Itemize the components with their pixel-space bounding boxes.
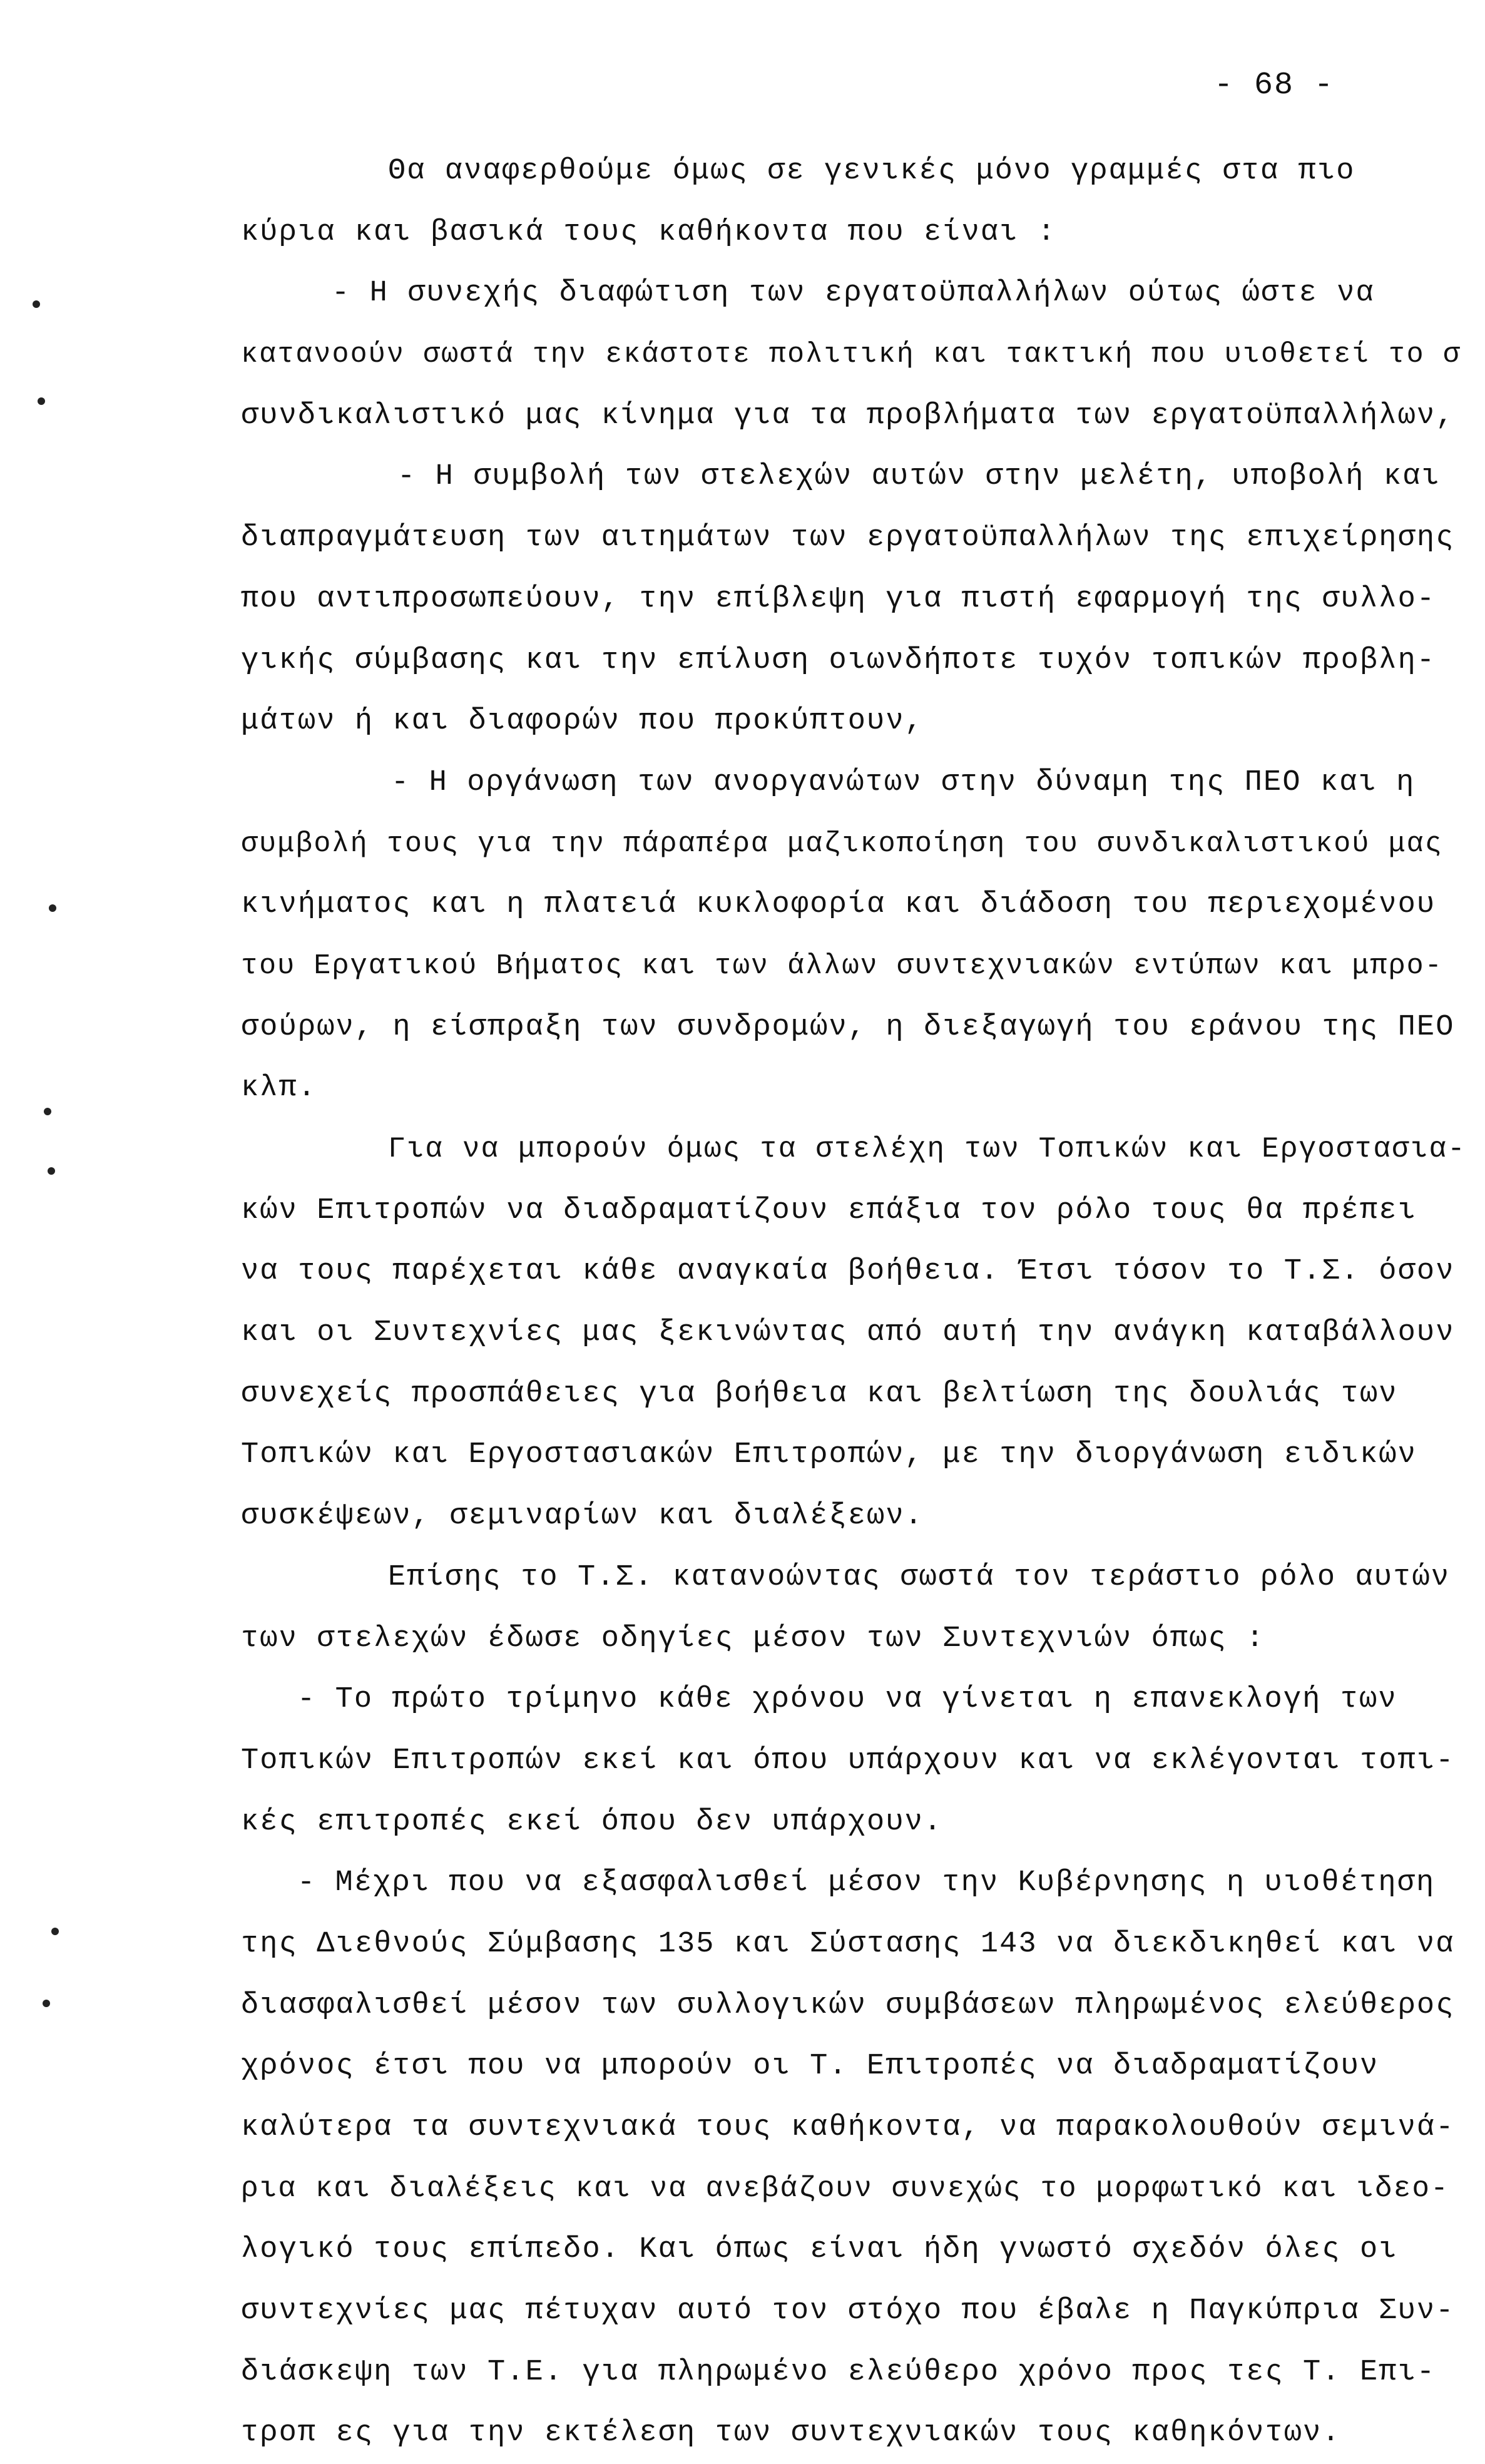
text-line: να τους παρέχεται κάθε αναγκαία βοήθεια. Έτσι τόσον το Τ.Σ. όσον xyxy=(241,1255,1455,1289)
text-line: Επίσης το Τ.Σ. κατανοώντας σωστά τον τεράστιο ρόλο αυτών xyxy=(388,1560,1451,1594)
margin-mark xyxy=(33,300,40,308)
text-line: - Το πρώτο τρίμηνο κάθε χρόνου να γίνεται η επανεκλογή των xyxy=(297,1683,1397,1717)
margin-mark xyxy=(51,1928,59,1935)
text-line: κών Επιτροπών να διαδραματίζουν επάξια τον ρόλο τους θα πρέπει xyxy=(241,1194,1417,1227)
text-line: των στελεχών έδωσε οδηγίες μέσον των Συντεχνιών όπως : xyxy=(241,1622,1265,1655)
text-line: Για να μπορούν όμως τα στελέχη των Τοπικών και Εργοστασια- xyxy=(388,1133,1466,1165)
margin-mark xyxy=(49,904,56,912)
text-line: διάσκεψη των Τ.Ε. για πληρωμένο ελεύθερο χρόνο προς τες Τ. Επι- xyxy=(241,2355,1436,2389)
text-line: σούρων, η είσπραξη των συνδρομών, η διεξαγωγή του εράνου της ΠΕΟ xyxy=(241,1010,1455,1044)
text-line: και οι Συντεχνίες μας ξεκινώντας από αυτή την ανάγκη καταβάλλουν xyxy=(241,1316,1455,1350)
text-line: συμβολή τους για την πάραπέρα μαζικοποίηση του συνδικαλιστικού μας xyxy=(241,827,1443,860)
text-line: λογικό τους επίπεδο. Και όπως είναι ήδη γνωστό σχεδόν όλες οι xyxy=(241,2233,1398,2267)
text-line: κές επιτροπές εκεί όπου δεν υπάρχουν. xyxy=(241,1805,943,1839)
margin-mark xyxy=(44,1108,51,1115)
page-number: - 68 - xyxy=(1214,68,1335,103)
text-line: κλπ. xyxy=(241,1071,317,1105)
margin-mark xyxy=(38,397,45,405)
text-line: της Διεθνούς Σύμβασης 135 και Σύστασης 143 να διεκδικηθεί και να xyxy=(241,1927,1455,1961)
text-line: γικής σύμβασης και την επίλυση οιωνδήποτε τυχόν τοπικών προβλη- xyxy=(241,643,1436,677)
text-line: κύρια και βασικά τους καθήκοντα που είναι : xyxy=(241,215,1057,249)
text-line: διασφαλισθεί μέσον των συλλογικών συμβάσεων πληρωμένος ελεύθερος xyxy=(241,1988,1455,2022)
text-line: που αντιπροσωπεύουν, την επίβλεψη για πιστή εφαρμογή της συλλο- xyxy=(241,582,1436,616)
text-line: καλύτερα τα συντεχνιακά τους καθήκοντα, να παρακολουθούν σεμινά- xyxy=(241,2111,1455,2144)
text-line: συνεχείς προσπάθειες για βοήθεια και βελτίωση της δουλιάς των xyxy=(241,1377,1398,1411)
text-line: Τοπικών Επιτροπών εκεί και όπου υπάρχουν και να εκλέγονται τοπι- xyxy=(241,1744,1455,1777)
text-line: του Εργατικού Βήματος και των άλλων συντεχνιακών εντύπων και μπρο- xyxy=(241,949,1443,982)
text-line: τροπ ες για την εκτέλεση των συντεχνιακών τους καθηκόντων. xyxy=(241,2416,1341,2450)
document-body xyxy=(241,141,1466,2464)
margin-mark xyxy=(48,1167,55,1175)
text-line: συντεχνίες μας πέτυχαν αυτό τον στόχο που έβαλε η Παγκύπρια Συν- xyxy=(241,2294,1455,2328)
text-line: - Η οργάνωση των ανοργανώτων στην δύναμη της ΠΕΟ και η xyxy=(391,765,1416,799)
text-line: συσκέψεων, σεμιναρίων και διαλέξεων. xyxy=(241,1500,924,1533)
text-line: χρόνος έτσι που να μπορούν οι Τ. Επιτροπές να διαδραματίζουν xyxy=(241,2050,1379,2083)
text-line: διαπραγμάτευση των αιτημάτων των εργατοϋπαλλήλων της επιχείρησης xyxy=(241,521,1455,555)
margin-mark xyxy=(43,2000,50,2007)
text-line: κατανοούν σωστά την εκάστοτε πολιτική και τακτική που υιοθετεί το σ xyxy=(241,339,1461,371)
text-line: Θα αναφερθούμε όμως σε γενικές μόνο γραμμές στα πιο xyxy=(388,155,1355,188)
text-line: Τοπικών και Εργοστασιακών Επιτροπών, με την διοργάνωση ειδικών xyxy=(241,1438,1417,1472)
text-line: κινήματος και η πλατειά κυκλοφορία και διάδοση του περιεχομένου xyxy=(241,888,1436,922)
text-line: συνδικαλιστικό μας κίνημα για τα προβλήματα των εργατοϋπαλλήλων, xyxy=(241,399,1455,432)
text-line: ρια και διαλέξεις και να ανεβάζουν συνεχώς το μορφωτικό και ιδεο- xyxy=(241,2172,1449,2205)
text-line: - Η συμβολή των στελεχών αυτών στην μελέτη, υποβολή και xyxy=(397,460,1441,494)
text-line: μάτων ή και διαφορών που προκύπτουν, xyxy=(241,705,924,739)
text-line: - Μέχρι που να εξασφαλισθεί μέσον την Κυβέρνησης η υιοθέτηση xyxy=(297,1866,1436,1900)
text-line: - Η συνεχής διαφώτιση των εργατοϋπαλλήλων ούτως ώστε να xyxy=(332,277,1375,310)
